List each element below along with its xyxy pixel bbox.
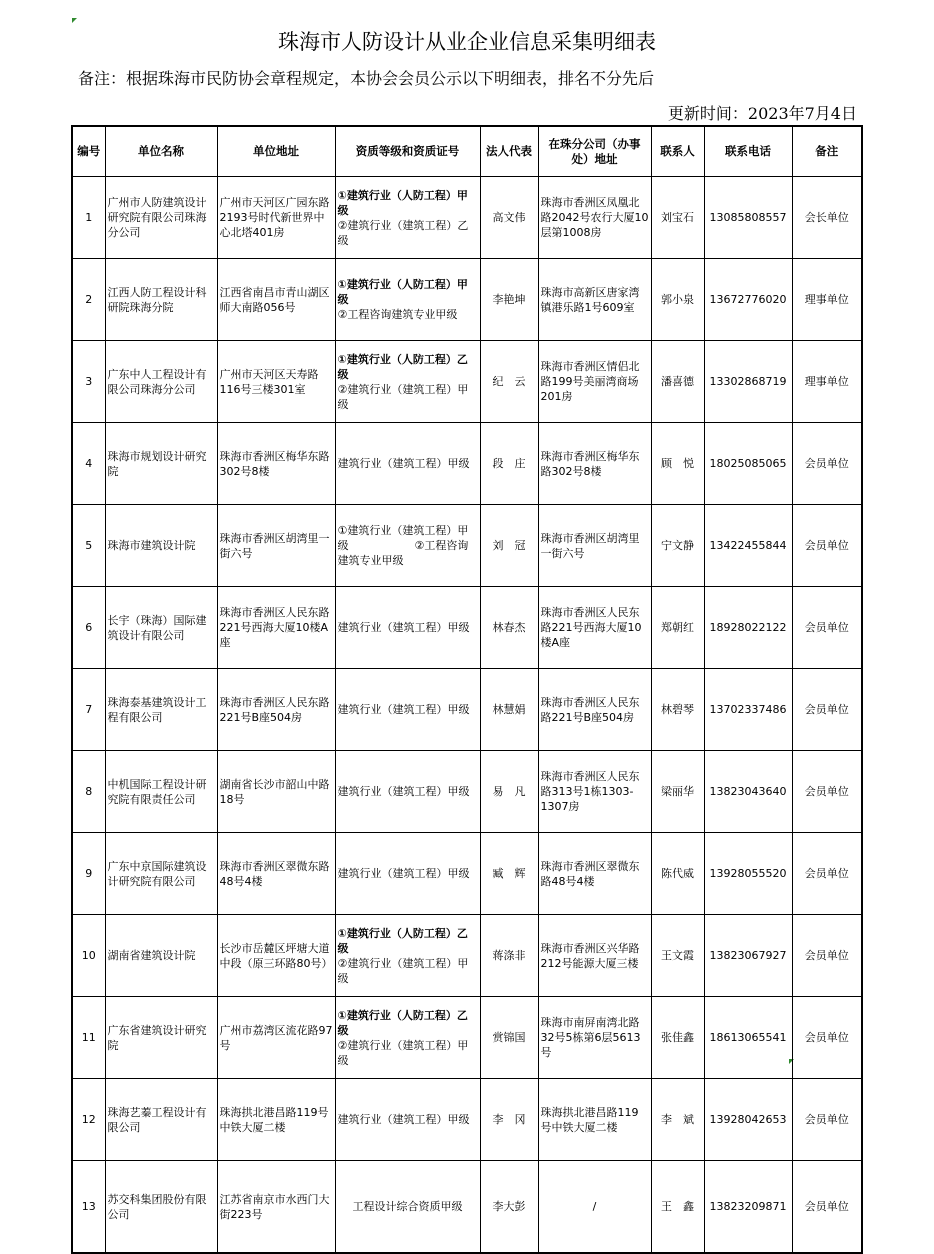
qualification-secondary: ②建筑行业（建筑工程）乙级 bbox=[337, 218, 469, 247]
cell-no: 1 bbox=[72, 177, 105, 259]
cell-name: 珠海市建筑设计院 bbox=[105, 505, 217, 587]
qualification-secondary: ①建筑行业（建筑工程）甲级 ②工程咨询建筑专业甲级 bbox=[337, 524, 469, 567]
cell-representative: 赏锦国 bbox=[480, 997, 538, 1079]
cell-remark: 会员单位 bbox=[792, 915, 862, 997]
cell-contact: 王文霞 bbox=[651, 915, 704, 997]
cell-representative: 蒋涤非 bbox=[480, 915, 538, 997]
cell-branch-address: 珠海市香洲区翠微东路48号4楼 bbox=[538, 833, 651, 915]
cell-qualification bbox=[335, 259, 480, 341]
cell-no: 6 bbox=[72, 587, 105, 669]
cell-branch-address: 珠海市南屏南湾北路32号5栋第6层5613号 bbox=[538, 997, 651, 1079]
cell-name: 广东中人工程设计有限公司珠海分公司 bbox=[105, 341, 217, 423]
cell-branch-address: 珠海市高新区唐家湾镇港乐路1号609室 bbox=[538, 259, 651, 341]
cell-representative: 臧 辉 bbox=[480, 833, 538, 915]
qualification-secondary: 建筑行业（建筑工程）甲级 bbox=[337, 703, 470, 716]
header-branch-address: 在珠分公司（办事处）地址 bbox=[538, 126, 651, 177]
cell-branch-address: / bbox=[538, 1161, 651, 1254]
table-row bbox=[72, 1161, 862, 1254]
cell-address: 珠海市香洲区人民东路221号西海大厦10楼A座 bbox=[217, 587, 335, 669]
table-row bbox=[72, 259, 862, 341]
cell-representative: 林慧娟 bbox=[480, 669, 538, 751]
qualification-secondary: 建筑行业（建筑工程）甲级 bbox=[337, 457, 470, 470]
cell-qualification bbox=[335, 669, 480, 751]
cell-address: 江西省南昌市青山湖区师大南路056号 bbox=[217, 259, 335, 341]
table-row bbox=[72, 587, 862, 669]
table-row bbox=[72, 341, 862, 423]
cell-phone: 13928042653 bbox=[704, 1079, 792, 1161]
cell-phone: 13823209871 bbox=[704, 1161, 792, 1254]
cell-phone: 13085808557 bbox=[704, 177, 792, 259]
cell-qualification bbox=[335, 751, 480, 833]
member-table bbox=[71, 125, 863, 1254]
header-remark: 备注 bbox=[792, 126, 862, 177]
cell-remark: 会员单位 bbox=[792, 997, 862, 1079]
cell-contact: 王 鑫 bbox=[651, 1161, 704, 1254]
cell-representative: 李大彭 bbox=[480, 1161, 538, 1254]
page-title: 珠海市人防设计从业企业信息采集明细表 bbox=[278, 30, 656, 54]
cell-no: 10 bbox=[72, 915, 105, 997]
qualification-primary: ①建筑行业（人防工程）甲级 bbox=[337, 278, 468, 306]
cell-representative: 李 冈 bbox=[480, 1079, 538, 1161]
table-row bbox=[72, 1079, 862, 1161]
cell-no: 4 bbox=[72, 423, 105, 505]
cell-name: 广东中京国际建筑设计研究院有限公司 bbox=[105, 833, 217, 915]
table-row bbox=[72, 505, 862, 587]
cell-representative: 段 庄 bbox=[480, 423, 538, 505]
cell-remark: 会员单位 bbox=[792, 669, 862, 751]
cell-contact: 顾 悦 bbox=[651, 423, 704, 505]
cell-name: 广州市人防建筑设计研究院有限公司珠海分公司 bbox=[105, 177, 217, 259]
header-name: 单位名称 bbox=[105, 126, 217, 177]
cell-name: 长宇（珠海）国际建筑设计有限公司 bbox=[105, 587, 217, 669]
table-row bbox=[72, 669, 862, 751]
cell-name: 苏交科集团股份有限公司 bbox=[105, 1161, 217, 1254]
table-row bbox=[72, 833, 862, 915]
cell-branch-address: 珠海市香洲区凤凰北路2042号农行大厦10层第1008房 bbox=[538, 177, 651, 259]
cell-qualification bbox=[335, 997, 480, 1079]
qualification-secondary: 建筑行业（建筑工程）甲级 bbox=[337, 621, 470, 634]
cell-address: 广州市天河区天寿路116号三楼301室 bbox=[217, 341, 335, 423]
qualification-primary: ①建筑行业（人防工程）乙级 bbox=[337, 926, 468, 955]
header-no: 编号 bbox=[72, 126, 105, 177]
cell-qualification bbox=[335, 505, 480, 587]
update-time: 更新时间：2023年7月4日 bbox=[667, 104, 857, 123]
header-representative: 法人代表 bbox=[480, 126, 538, 177]
cell-representative: 林春杰 bbox=[480, 587, 538, 669]
header-row bbox=[72, 126, 862, 177]
cell-phone: 13702337486 bbox=[704, 669, 792, 751]
cell-branch-address: 珠海市香洲区情侣北路199号美丽湾商场201房 bbox=[538, 341, 651, 423]
cell-contact: 林碧琴 bbox=[651, 669, 704, 751]
cell-name: 珠海市规划设计研究院 bbox=[105, 423, 217, 505]
cell-name: 江西人防工程设计科研院珠海分院 bbox=[105, 259, 217, 341]
cell-no: 2 bbox=[72, 259, 105, 341]
cell-remark: 会员单位 bbox=[792, 1079, 862, 1161]
cell-branch-address: 珠海市香洲区兴华路212号能源大厦三楼 bbox=[538, 915, 651, 997]
cell-remark: 会员单位 bbox=[792, 587, 862, 669]
cell-contact: 郭小泉 bbox=[651, 259, 704, 341]
cell-name: 中机国际工程设计研究院有限责任公司 bbox=[105, 751, 217, 833]
cell-phone: 13823067927 bbox=[704, 915, 792, 997]
cell-no: 12 bbox=[72, 1079, 105, 1161]
cell-address: 湖南省长沙市韶山中路18号 bbox=[217, 751, 335, 833]
cell-phone: 18025085065 bbox=[704, 423, 792, 505]
table-row bbox=[72, 997, 862, 1079]
cell-contact: 李 斌 bbox=[651, 1079, 704, 1161]
corner-marker bbox=[72, 18, 77, 23]
qualification-secondary: 建筑行业（建筑工程）甲级 bbox=[337, 1113, 470, 1126]
table-row bbox=[72, 177, 862, 259]
cell-qualification bbox=[335, 587, 480, 669]
cell-no: 7 bbox=[72, 669, 105, 751]
table-row bbox=[72, 915, 862, 997]
qualification-secondary: 建筑行业（建筑工程）甲级 bbox=[337, 785, 470, 798]
cell-qualification bbox=[335, 833, 480, 915]
cell-name: 湖南省建筑设计院 bbox=[105, 915, 217, 997]
note-text: 备注：根据珠海市民防协会章程规定，本协会会员公示以下明细表，排名不分先后 bbox=[78, 69, 655, 88]
qualification-primary: ①建筑行业（人防工程）乙级 bbox=[337, 1008, 468, 1037]
cell-phone: 13302868719 bbox=[704, 341, 792, 423]
cell-remark: 会员单位 bbox=[792, 833, 862, 915]
cell-name: 广东省建筑设计研究院 bbox=[105, 997, 217, 1079]
cell-qualification bbox=[335, 915, 480, 997]
cell-contact: 刘宝石 bbox=[651, 177, 704, 259]
cell-address: 珠海市香洲区胡湾里一街六号 bbox=[217, 505, 335, 587]
cell-remark: 会员单位 bbox=[792, 423, 862, 505]
qualification-secondary: ②建筑行业（建筑工程）甲级 bbox=[337, 1038, 469, 1067]
cell-branch-address: 珠海市香洲区梅华东路302号8楼 bbox=[538, 423, 651, 505]
cell-phone: 13672776020 bbox=[704, 259, 792, 341]
cell-remark: 会员单位 bbox=[792, 505, 862, 587]
cell-address: 珠海市香洲区翠微东路48号4楼 bbox=[217, 833, 335, 915]
cell-qualification bbox=[335, 341, 480, 423]
cell-qualification bbox=[335, 423, 480, 505]
cell-representative: 李艳坤 bbox=[480, 259, 538, 341]
cell-contact: 郑朝红 bbox=[651, 587, 704, 669]
qualification-secondary: ②工程咨询建筑专业甲级 bbox=[337, 308, 458, 321]
qualification-primary: ①建筑行业（人防工程）甲级 bbox=[337, 188, 468, 217]
cell-address: 珠海市香洲区人民东路221号B座504房 bbox=[217, 669, 335, 751]
header-address: 单位地址 bbox=[217, 126, 335, 177]
qualification-secondary: 工程设计综合资质甲级 bbox=[352, 1200, 463, 1213]
cell-contact: 张佳鑫 bbox=[651, 997, 704, 1079]
cell-branch-address: 珠海市香洲区人民东路221号B座504房 bbox=[538, 669, 651, 751]
cell-name: 珠海泰基建筑设计工程有限公司 bbox=[105, 669, 217, 751]
table-row bbox=[72, 751, 862, 833]
qualification-secondary: ②建筑行业（建筑工程）甲级 bbox=[337, 956, 469, 985]
cell-address: 珠海市香洲区梅华东路302号8楼 bbox=[217, 423, 335, 505]
cell-branch-address: 珠海市香洲区人民东路313号1栋1303-1307房 bbox=[538, 751, 651, 833]
cell-remark: 会员单位 bbox=[792, 751, 862, 833]
cell-representative: 纪 云 bbox=[480, 341, 538, 423]
cell-address: 广州市荔湾区流花路97号 bbox=[217, 997, 335, 1079]
cell-contact: 潘喜德 bbox=[651, 341, 704, 423]
cell-address: 长沙市岳麓区坪塘大道中段（原三环路80号） bbox=[217, 915, 335, 997]
cell-no: 3 bbox=[72, 341, 105, 423]
cell-branch-address: 珠海市香洲区胡湾里一街六号 bbox=[538, 505, 651, 587]
cell-phone: 18928022122 bbox=[704, 587, 792, 669]
cell-representative: 刘 冠 bbox=[480, 505, 538, 587]
cell-remark: 理事单位 bbox=[792, 259, 862, 341]
header-contact: 联系人 bbox=[651, 126, 704, 177]
cell-no: 8 bbox=[72, 751, 105, 833]
cell-qualification bbox=[335, 1079, 480, 1161]
qualification-primary: ①建筑行业（人防工程）乙级 bbox=[337, 352, 468, 381]
cell-representative: 易 凡 bbox=[480, 751, 538, 833]
cell-contact: 宁文静 bbox=[651, 505, 704, 587]
cell-name: 珠海艺蓁工程设计有限公司 bbox=[105, 1079, 217, 1161]
table-row bbox=[72, 423, 862, 505]
cell-no: 11 bbox=[72, 997, 105, 1079]
header-phone: 联系电话 bbox=[704, 126, 792, 177]
cell-remark: 理事单位 bbox=[792, 341, 862, 423]
cell-branch-address: 珠海市香洲区人民东路221号西海大厦10楼A座 bbox=[538, 587, 651, 669]
cell-representative: 高文伟 bbox=[480, 177, 538, 259]
cell-contact: 梁丽华 bbox=[651, 751, 704, 833]
cell-branch-address: 珠海拱北港昌路119号中铁大厦二楼 bbox=[538, 1079, 651, 1161]
qualification-secondary: 建筑行业（建筑工程）甲级 bbox=[337, 867, 470, 880]
cell-no: 13 bbox=[72, 1161, 105, 1254]
cell-address: 江苏省南京市水西门大街223号 bbox=[217, 1161, 335, 1254]
cell-remark: 会员单位 bbox=[792, 1161, 862, 1254]
cell-phone: 18613065541 bbox=[704, 997, 792, 1079]
qualification-secondary: ②建筑行业（建筑工程）甲级 bbox=[337, 382, 469, 411]
cell-address: 珠海拱北港昌路119号中铁大厦二楼 bbox=[217, 1079, 335, 1161]
cell-phone: 13422455844 bbox=[704, 505, 792, 587]
cell-remark: 会长单位 bbox=[792, 177, 862, 259]
cell-contact: 陈代威 bbox=[651, 833, 704, 915]
cell-address: 广州市天河区广园东路2193号时代新世界中心北塔401房 bbox=[217, 177, 335, 259]
cell-phone: 13823043640 bbox=[704, 751, 792, 833]
cell-phone: 13928055520 bbox=[704, 833, 792, 915]
cell-no: 5 bbox=[72, 505, 105, 587]
header-qualification: 资质等级和资质证号 bbox=[335, 126, 480, 177]
cell-qualification bbox=[335, 177, 480, 259]
cell-qualification bbox=[335, 1161, 480, 1254]
cell-no: 9 bbox=[72, 833, 105, 915]
